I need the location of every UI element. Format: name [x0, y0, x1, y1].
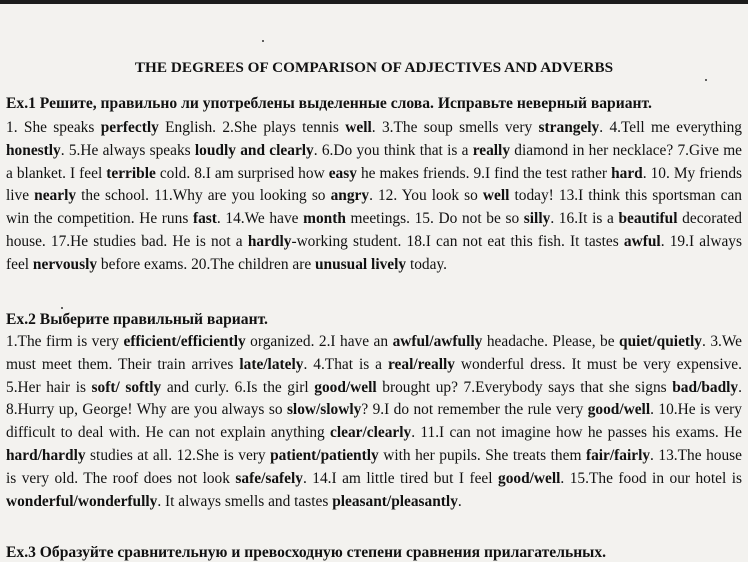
text-run: he makes friends. 9.I find the test rather	[356, 164, 612, 182]
highlighted-word: fast	[192, 210, 217, 228]
text-run: 1.The firm is very	[6, 333, 124, 350]
text-run: -working student. 18.I can not eat this fish. It tastes	[291, 232, 624, 250]
text-run: decorated house. 17.He studies bad. He is not a	[6, 210, 742, 250]
text-run: . 10. My friends live	[6, 164, 743, 205]
text-run: before exams. 20.The children are	[97, 255, 315, 273]
highlighted-word: loudly and clearly	[194, 141, 314, 159]
highlighted-word: slow/slowly	[286, 401, 362, 419]
highlighted-word: strangely	[538, 119, 600, 136]
highlighted-word: clear/clearly	[330, 424, 412, 442]
exercise-2-heading: Ex.2 Выберите правильный вариант.	[6, 311, 268, 328]
highlighted-word: perfectly	[100, 119, 159, 136]
text-run: .	[457, 492, 462, 510]
highlighted-word: fair/fairly	[585, 446, 651, 464]
text-run: . 3.The soup smells very	[371, 119, 539, 136]
highlighted-word: bad/badly	[672, 378, 739, 396]
text-run: . 13.The house is very old. The roof does not look	[6, 446, 742, 487]
text-run: with her pupils. She treats them	[378, 446, 586, 464]
exercise-1-heading: Ex.1 Решите, правильно ли употреблены выделенные слова. Исправьте неверный вариант.	[6, 95, 652, 112]
text-run: . 10.He is very difficult to deal with. He can not explain anything	[6, 401, 742, 442]
text-run: 1. She speaks	[6, 119, 101, 136]
page-title: THE DEGREES OF COMPARISON OF ADJECTIVES AND ADVERBS	[134, 59, 614, 76]
text-run: . 14.I am little tired but I feel	[302, 469, 498, 487]
highlighted-word: soft/ softly	[91, 378, 162, 396]
highlighted-word: nearly	[34, 187, 77, 205]
text-run: cold. 8.I am surprised how	[155, 164, 329, 182]
highlighted-word: easy	[328, 164, 357, 182]
exercise-2-text	[6, 331, 742, 513]
text-run: ? 9.I do not remember the rule very	[361, 401, 588, 419]
text-run: studies at all. 12.She is very	[85, 446, 271, 464]
highlighted-word: really	[472, 141, 511, 159]
text-run: . 8.Hurry up, George! Why are you always so	[6, 378, 742, 419]
exercise-3-heading: Ex.3 Образуйте сравнительную и превосходную степени сравнения прилагательных.	[6, 544, 607, 561]
highlighted-word: unusual lively	[315, 255, 407, 273]
text-run: . 16.It is a	[550, 210, 619, 228]
scan-speck	[262, 40, 264, 42]
text-run: meetings. 15. Do not be so	[345, 210, 524, 228]
text-run: today.	[406, 255, 447, 273]
highlighted-word: good/well	[498, 469, 561, 487]
highlighted-word: hardly	[247, 232, 292, 250]
text-run: the school. 11.Why are you looking so	[76, 187, 331, 205]
highlighted-word: awful	[623, 232, 661, 250]
scan-speck	[61, 307, 63, 309]
highlighted-word: wonderful/wonderfully	[6, 492, 158, 510]
text-run: . 4.That is a	[303, 355, 388, 373]
scan-speck	[705, 79, 707, 81]
text-run: and curly. 6.Is the girl	[161, 378, 315, 396]
highlighted-word: awful/awfully	[392, 333, 483, 350]
highlighted-word: pleasant/pleasantly	[332, 492, 458, 510]
highlighted-word: good/well	[587, 401, 651, 419]
highlighted-word: late/lately	[239, 355, 304, 373]
highlighted-word: silly	[523, 210, 551, 228]
text-run: . 5.He always speaks	[60, 141, 195, 159]
highlighted-word: honestly	[6, 141, 61, 159]
text-run: . 12. You look so	[369, 187, 483, 205]
highlighted-word: efficient/efficiently	[123, 333, 246, 350]
highlighted-word: month	[303, 210, 346, 228]
text-run: . 3.We must meet them. Their train arrives	[6, 333, 742, 373]
highlighted-word: angry	[330, 187, 370, 205]
highlighted-word: safe/safely	[235, 469, 303, 487]
highlighted-word: quiet/quietly	[619, 333, 702, 350]
text-run: English. 2.She plays tennis	[158, 119, 346, 136]
highlighted-word: beautiful	[618, 210, 678, 228]
text-run: wonderful dress. It must be very expensive. 5.Her hair is	[6, 355, 742, 396]
text-run: today! 13.I think this sportsman can win the competition. He runs	[6, 187, 742, 228]
text-run: . 4.Tell me everything	[599, 119, 742, 136]
text-run: diamond in her necklace? 7.Give me a blanket. I feel	[6, 141, 743, 182]
highlighted-word: hard	[611, 164, 643, 182]
text-run: organized. 2.I have an	[245, 333, 393, 350]
text-run: . 6.Do you think that is a	[313, 141, 473, 159]
text-run: . 15.The food in our hotel is	[560, 469, 742, 487]
text-run: . It always smells and tastes	[157, 492, 333, 510]
scan-top-edge	[0, 0, 748, 4]
highlighted-word: well	[482, 187, 510, 205]
text-run: brought up? 7.Everybody says that she signs	[376, 378, 673, 396]
text-run: . 19.I always feel	[6, 232, 742, 273]
highlighted-word: patient/patiently	[270, 446, 379, 464]
exercise-1-text	[6, 117, 742, 277]
highlighted-word: nervously	[32, 255, 98, 273]
highlighted-word: good/well	[314, 378, 377, 396]
highlighted-word: hard/hardly	[6, 446, 86, 464]
text-run: . 11.I can not imagine how he passes his exams. He	[411, 424, 742, 442]
highlighted-word: real/really	[387, 355, 455, 373]
highlighted-word: terrible	[106, 164, 156, 182]
text-run: headache. Please, be	[482, 333, 620, 350]
highlighted-word: well	[345, 119, 372, 136]
text-run: . 14.We have	[216, 210, 304, 228]
